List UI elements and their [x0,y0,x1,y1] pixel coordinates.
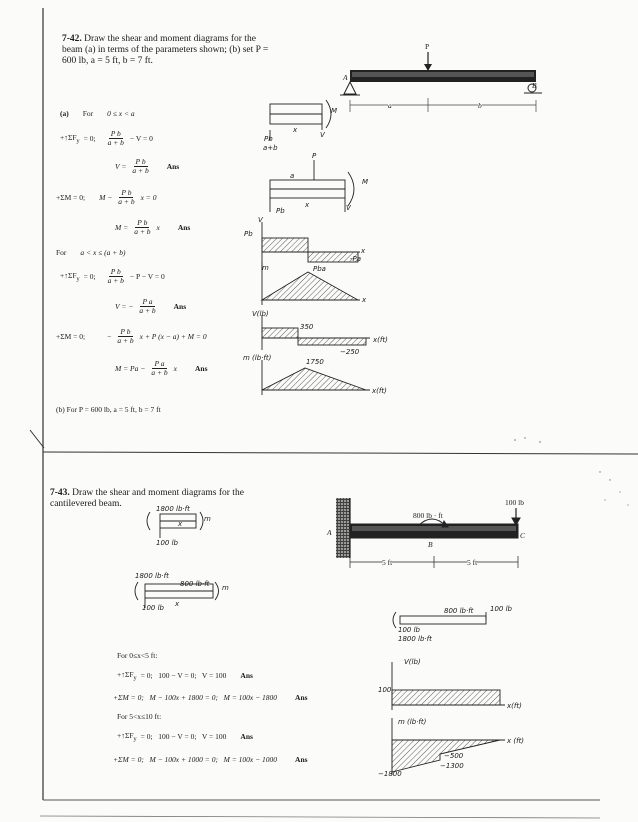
hand-label: −1800 [378,770,402,778]
dim-2-label: 5 ft [467,558,478,567]
hand-label: x [362,296,367,304]
hand-label: 1800 lb·ft [398,635,432,643]
hand-label: x [178,520,183,528]
statement-line: 600 lb, a = 5 ft, b = 7 ft. [62,56,153,66]
hand-label: V(lb) [404,658,421,666]
sumfy-label: $+↑\Sigma F_y$ [117,670,137,682]
hand-label: V [258,216,263,224]
fraction: $\frac{\text{P b}}{a + b}$ [107,267,124,285]
sumfy-label: $+↑\Sigma F_y$ [60,132,80,145]
fraction: $\frac{\text{P a}}{a + b}$ [151,359,168,377]
hand-label: 350 [300,323,314,331]
part-a-label: (a) [60,109,69,118]
hand-label: 100 [378,686,392,694]
hand-label: −500 [444,752,464,760]
ans-label: Ans [295,693,308,702]
m-minus: M − [99,193,113,202]
hand-label: M [331,107,338,115]
range-2: a < x ≤ (a + b) [80,248,126,257]
load-label: P [425,42,430,51]
hand-label: Pb [276,207,285,215]
hand-label: x [175,600,180,608]
statement-line: Draw the shear and moment diagrams for the [84,34,256,44]
hand-label: 100 lb [156,539,178,547]
hand-label: m (lb·ft) [243,354,272,362]
hand-label: P [312,152,317,160]
hand-label: x (ft) [507,737,525,745]
ans-label: Ans [177,223,191,232]
range-2-header: For 5<x≤10 ft: [117,712,162,721]
hand-label: 100 lb [142,604,164,612]
hand-label: 1800 lb·ft [135,572,169,580]
eq-sumfy-1 [117,670,253,682]
hand-label: m [222,584,229,592]
hand-label: a [290,172,295,180]
support-b-label: B [532,81,537,90]
eq-tail: − P − V = 0 [129,272,165,281]
hand-label: −250 [340,348,360,356]
fraction: $\frac{\text{P b}}{a + b}$ [132,157,149,175]
hand-label: a+b [263,144,278,152]
hand-label: x(ft) [373,336,388,344]
m-pa: M = Pa − [115,364,146,373]
statement-line: Draw the shear and moment diagrams for the [72,488,244,498]
hand-label: 800 lb·ft [180,580,210,588]
summ-label: +ΣM = 0; [56,332,86,341]
eq-tail: − V = 0 [129,134,153,143]
range-1-header: For 0≤x<5 ft: [117,651,158,660]
hand-label: 1800 lb·ft [156,505,190,513]
m-eq: M = [115,223,129,232]
sumfy-label: $+↑\Sigma F_y$ [60,270,80,283]
sumfy-label: $+↑\Sigma F_y$ [117,731,137,743]
ans-label: Ans [295,755,308,764]
ans-label: Ans [173,302,187,311]
range-1: 0 ≤ x < a [107,109,135,118]
for-label: For [82,109,94,118]
eq-zero: = 0; [83,272,96,281]
hand-label: −1300 [440,762,464,770]
eq-body: = 0; 100 − V = 0; V = 100 [140,671,227,681]
eq-body: +ΣM = 0; M − 100x + 1800 = 0; M = 100x − 1800 [113,693,278,702]
point-c-label: C [520,531,526,540]
summ-label: +ΣM = 0; [56,193,86,202]
hand-label: x [361,247,366,255]
v-neg: V = − [115,302,134,311]
hand-label: m [204,515,211,523]
ans-label: Ans [194,364,208,373]
eq-tail: x + P (x − a) + M = 0 [139,332,207,341]
moment-label: 800 lb · ft [413,511,443,520]
hand-label: 800 lb·ft [444,607,474,615]
dim-b-label: b [478,101,482,110]
eq-sumfy-2 [117,731,253,743]
hand-label: V(lb) [252,310,269,318]
x-var: x [173,364,177,373]
ans-label: Ans [240,732,253,742]
v-eq: V = [115,162,127,171]
point-b-label: B [428,540,433,549]
statement-line: cantilevered beam. [50,499,122,509]
hand-label: x(ft) [372,387,387,395]
hand-label: 100 lb [398,626,420,634]
fraction: $\frac{\text{P b}}{a + b}$ [134,218,151,236]
eq-zero: = 0; [83,134,96,143]
statement-line: beam (a) in terms of the parameters shown; (b) set P = [62,45,269,55]
ans-label: Ans [240,671,253,681]
hand-label: Pb [244,230,253,238]
eq-summ-2: +ΣM = 0; − $\frac{\text{P b}}{a + b}$ x + P (x − a) + M = 0 [56,327,207,345]
hand-label: m (lb·ft) [398,718,427,726]
eq-body: = 0; 100 − V = 0; V = 100 [140,732,227,742]
hand-label: Pb [264,135,273,143]
eq-body: +ΣM = 0; M − 100x + 1000 = 0; M = 100x − 1000 [113,755,278,764]
hand-label: Pba [313,265,326,273]
part-b-label: (b) For P = 600 lb, a = 5 ft, b = 7 ft [56,405,161,414]
fraction: $\frac{\text{P a}}{a + b}$ [139,297,156,315]
support-a-label: A [343,73,348,82]
fraction: $\frac{\text{P b}}{a + b}$ [118,188,135,206]
hand-label: 100 lb [490,605,512,613]
hand-label: x [305,201,310,209]
x-var: x [156,223,160,232]
hand-label: M [362,178,369,186]
hand-label: 1750 [306,358,324,366]
fraction: $\frac{\text{P b}}{a + b}$ [107,129,124,147]
ans-label: Ans [166,162,180,171]
hand-label: V [346,204,351,212]
problem-number: 7-42. [62,34,82,44]
hand-label: m [262,264,269,272]
eq-summ-2 [113,755,308,764]
load-label: 100 lb [505,498,524,507]
for-label: For [56,248,67,257]
eq-summ-1 [113,693,308,702]
dim-1-label: 5 ft [382,558,393,567]
problem-number: 7-43. [50,488,70,498]
hand-label: x(ft) [507,702,522,710]
hand-label: -Pa [350,255,362,263]
support-a-label: A [327,528,332,537]
dim-a-label: a [388,101,392,110]
hand-label: V [320,131,325,139]
eq-tail: x = 0 [140,193,157,202]
fraction: $\frac{\text{P b}}{a + b}$ [117,327,134,345]
hand-label: x [293,126,298,134]
